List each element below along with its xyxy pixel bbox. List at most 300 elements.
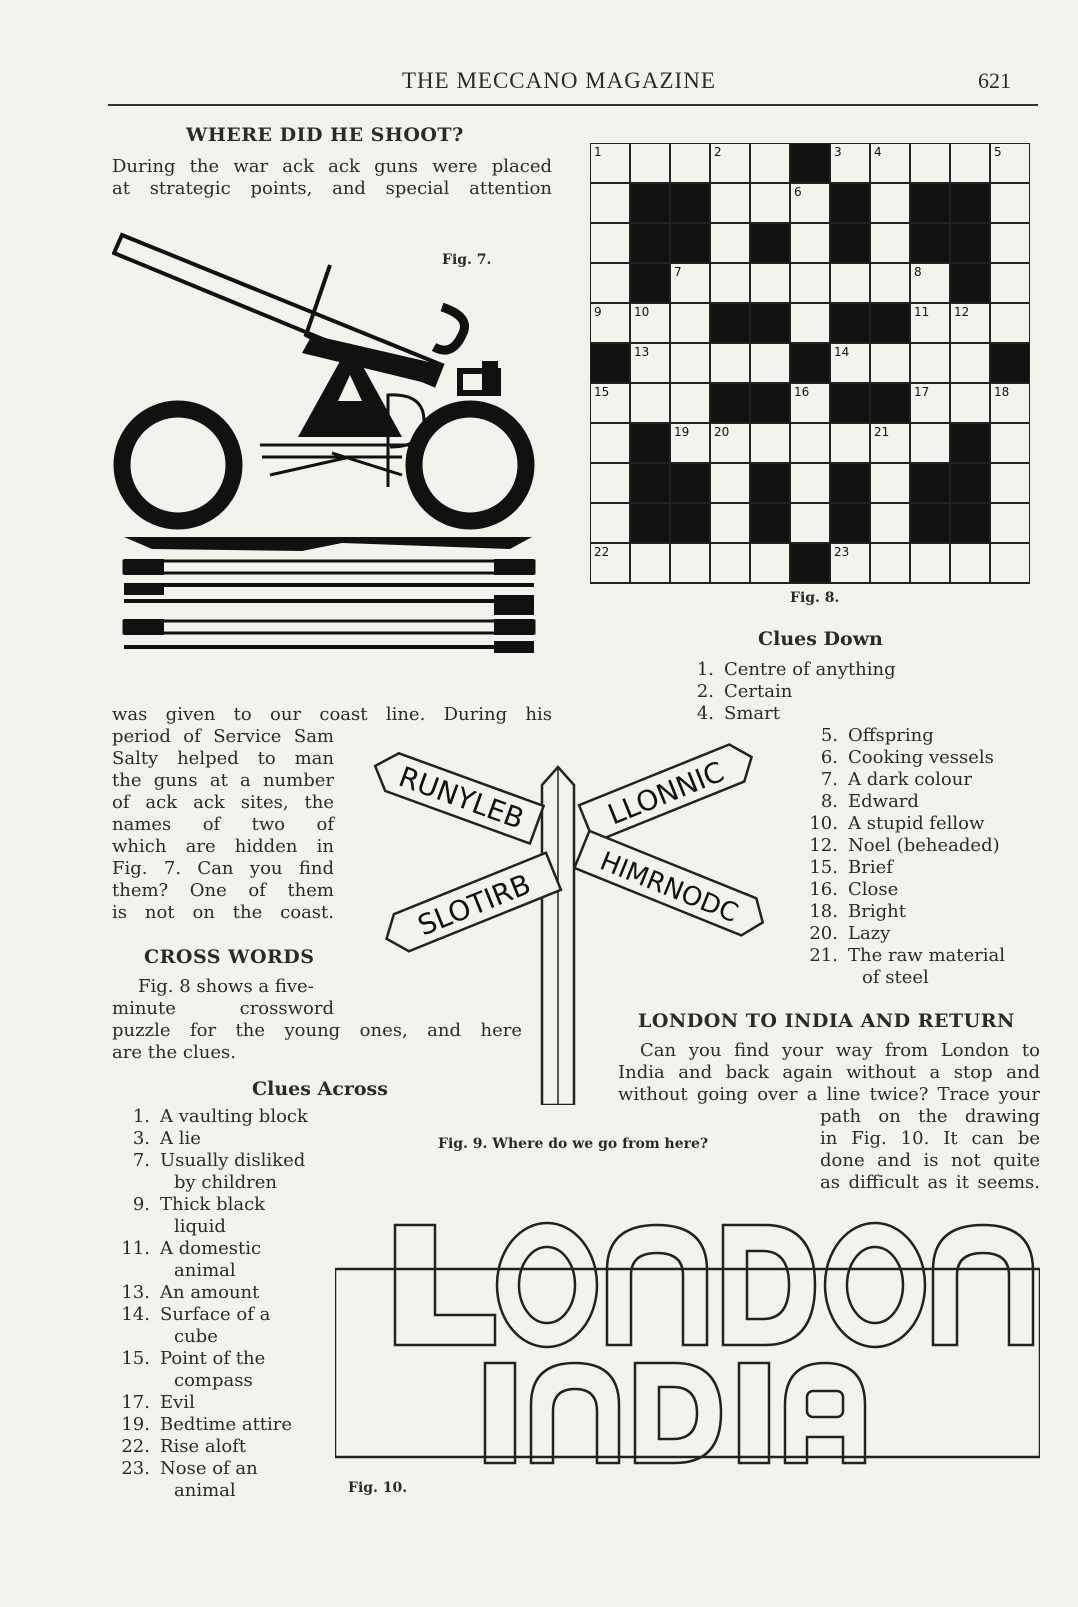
crossword-cell <box>670 143 710 183</box>
crossword-cell <box>710 263 750 303</box>
header-rule <box>108 104 1038 106</box>
clue-text: Centre of anything <box>724 659 896 680</box>
sign-slotirb <box>379 853 561 958</box>
crossword-cell <box>710 463 750 503</box>
sign-llonnic-text: LLONNIC <box>603 755 729 832</box>
crossword-cell <box>710 183 750 223</box>
clue-item <box>112 1150 308 1172</box>
crossword-black-cell <box>910 223 950 263</box>
crossword-black-cell <box>670 463 710 503</box>
gun-rail-2-end2 <box>494 559 534 575</box>
maze-letter-a-outer <box>785 1363 865 1463</box>
crossword-number: 9 <box>594 305 602 319</box>
crossword-number: 3 <box>834 145 842 159</box>
clue-text: Bright <box>848 901 906 922</box>
shoot-body-line: which are hidden in <box>112 836 334 857</box>
crossword-number: 7 <box>674 265 682 279</box>
clue-text: animal <box>174 1260 236 1281</box>
clue-number <box>112 1172 150 1194</box>
gun-k-arm <box>270 457 350 475</box>
clue-text: A lie <box>160 1128 201 1149</box>
crossword-number: 10 <box>634 305 650 319</box>
clue-item <box>800 945 1005 967</box>
clue-item <box>800 879 1005 901</box>
crossword-cell <box>710 543 750 583</box>
clue-number: 1. <box>132 1106 150 1127</box>
gun-sight-post <box>482 361 498 393</box>
crossword-cell <box>790 223 830 263</box>
clue-item <box>112 1194 308 1216</box>
crossword-cell <box>630 543 670 583</box>
london-india-heading: LONDON TO INDIA AND RETURN <box>638 1010 1015 1032</box>
clue-text: Rise aloft <box>160 1436 247 1457</box>
clues-across-list <box>112 1106 308 1502</box>
gun-rail-1 <box>124 537 532 551</box>
crossword-cell <box>790 423 830 463</box>
clue-item <box>800 967 1005 989</box>
fig10-caption: Fig. 10. <box>348 1480 408 1496</box>
maze-letter-o2-inner <box>847 1247 903 1323</box>
clue-text: The raw material <box>848 945 1005 966</box>
clue-number <box>112 1480 150 1502</box>
clue-number: 20. <box>809 923 838 944</box>
gun-rail-5-end2 <box>494 619 534 635</box>
page-number: 621 <box>978 68 1011 93</box>
clue-item <box>112 1370 308 1392</box>
crossword-black-cell <box>790 143 830 183</box>
crossword-black-cell <box>830 183 870 223</box>
crossword-cell <box>590 263 630 303</box>
clue-number <box>112 1370 150 1392</box>
sign-runyleb-text: RUNYLEB <box>394 760 529 836</box>
crossword-number: 13 <box>634 345 650 359</box>
crossword-black-cell <box>950 423 990 463</box>
crossword-black-cell <box>950 503 990 543</box>
crossword-black-cell <box>950 223 990 263</box>
crossword-cell <box>870 263 910 303</box>
crossword-cell <box>710 503 750 543</box>
crossword-number: 14 <box>834 345 850 359</box>
fig7-caption: Fig. 7. <box>442 252 492 268</box>
clue-number <box>112 1326 150 1348</box>
shoot-intro-line: at strategic points, and special attention <box>112 178 552 199</box>
crossword-black-cell <box>990 343 1030 383</box>
crossword-black-cell <box>670 223 710 263</box>
crossword-number: 16 <box>794 385 810 399</box>
maze-letter-n1 <box>607 1225 707 1345</box>
clue-number: 5. <box>820 725 838 746</box>
crossword-cell <box>590 423 630 463</box>
crossword-cell <box>830 263 870 303</box>
crossword-black-cell <box>710 383 750 423</box>
clue-number: 19. <box>121 1414 150 1435</box>
clue-number: 10. <box>809 813 838 834</box>
clue-number: 22. <box>121 1436 150 1457</box>
clue-number: 23. <box>121 1458 150 1479</box>
clue-text: Edward <box>848 791 919 812</box>
clue-number: 12. <box>809 835 838 856</box>
shoot-body-line: Salty helped to man <box>112 748 334 769</box>
shoot-intro <box>112 156 552 200</box>
clue-number <box>112 1260 150 1282</box>
cross-words-line: are the clues. <box>112 1042 236 1063</box>
crossword-cell <box>870 223 910 263</box>
gun-rail-6-end <box>494 641 534 653</box>
crossword-cell <box>990 543 1030 583</box>
clue-text: by children <box>174 1172 277 1193</box>
shoot-body-line: of ack ack sites, the <box>112 792 334 813</box>
crossword-cell <box>630 383 670 423</box>
crossword-cell <box>790 303 830 343</box>
clue-text: A vaulting block <box>160 1106 308 1127</box>
shoot-body-line: names of two of <box>112 814 334 835</box>
crossword-number: 1 <box>594 145 602 159</box>
shoot-heading: WHERE DID HE SHOOT? <box>186 124 464 146</box>
clue-item <box>800 857 1005 879</box>
clue-number <box>112 1216 150 1238</box>
fig9-caption: Fig. 9. Where do we go from here? <box>438 1136 709 1152</box>
crossword-black-cell <box>790 343 830 383</box>
crossword-cell <box>990 223 1030 263</box>
crossword-black-cell <box>830 223 870 263</box>
crossword-cell <box>750 183 790 223</box>
crossword-cell <box>750 543 790 583</box>
crossword-black-cell <box>830 383 870 423</box>
crossword-cell <box>990 503 1030 543</box>
clue-item <box>112 1260 308 1282</box>
shoot-body <box>112 726 334 924</box>
clue-text: Smart <box>724 703 780 724</box>
london-india-line: Can you find your way from London to <box>640 1040 1040 1061</box>
maze-letter-d2-outer <box>635 1363 721 1463</box>
clue-item <box>112 1348 308 1370</box>
magazine-title: THE MECCANO MAGAZINE <box>402 68 716 93</box>
crossword-cell <box>990 423 1030 463</box>
clue-text: Brief <box>848 857 893 878</box>
crossword-cell <box>670 303 710 343</box>
crossword-cell <box>750 343 790 383</box>
clue-text: Surface of a <box>160 1304 271 1325</box>
clue-number: 15. <box>809 857 838 878</box>
crossword-grid <box>590 143 1030 587</box>
clue-text: Noel (beheaded) <box>848 835 1000 856</box>
maze-letter-i2 <box>739 1363 769 1463</box>
clue-item <box>112 1392 308 1414</box>
clue-text: A dark colour <box>848 769 972 790</box>
clue-number: 8. <box>820 791 838 812</box>
london-india-body-narrow <box>820 1106 1040 1194</box>
gun-wheel-right <box>414 409 526 521</box>
crossword-black-cell <box>870 303 910 343</box>
crossword-cell <box>870 183 910 223</box>
crossword-cell <box>590 223 630 263</box>
clue-item <box>112 1480 308 1502</box>
london-india-line: done and is not quite <box>820 1150 1040 1171</box>
crossword-cell <box>870 543 910 583</box>
clue-item <box>676 681 1005 703</box>
clue-text: animal <box>174 1480 236 1501</box>
crossword-number: 2 <box>714 145 722 159</box>
crossword-cell <box>790 263 830 303</box>
shoot-body-line: the guns at a number <box>112 770 334 791</box>
gun-wheel-left <box>122 409 234 521</box>
cross-words-line: minute crossword <box>112 998 334 1019</box>
clue-number <box>800 967 838 989</box>
clue-text: Usually disliked <box>160 1150 306 1171</box>
cross-words-body <box>112 976 334 1020</box>
crossword-black-cell <box>670 503 710 543</box>
clue-text: of steel <box>862 967 929 988</box>
clue-number: 7. <box>820 769 838 790</box>
crossword-black-cell <box>750 463 790 503</box>
crossword-cell <box>950 543 990 583</box>
shoot-intro-line: During the war ack ack guns were placed <box>112 156 552 177</box>
crossword-cell <box>750 143 790 183</box>
clue-number: 14. <box>121 1304 150 1325</box>
maze-letter-n3 <box>531 1363 619 1463</box>
clue-text: Nose of an <box>160 1458 258 1479</box>
cross-words-body-wide <box>112 1020 522 1064</box>
clue-item <box>800 725 1005 747</box>
crossword-cell <box>830 423 870 463</box>
crossword-cell <box>990 263 1030 303</box>
crossword-cell <box>710 343 750 383</box>
clue-number: 9. <box>132 1194 150 1215</box>
clue-item <box>800 769 1005 791</box>
crossword-number: 5 <box>994 145 1002 159</box>
clue-item <box>676 703 1005 725</box>
maze-letter-o2-outer <box>825 1223 925 1347</box>
crossword-cell <box>790 503 830 543</box>
crossword-cell <box>990 303 1030 343</box>
gun-rail-2-end <box>124 559 164 575</box>
crossword-cell <box>950 143 990 183</box>
gun-rail-2 <box>124 561 534 573</box>
clues-down-heading: Clues Down <box>758 628 883 650</box>
crossword-black-cell <box>830 463 870 503</box>
crossword-black-cell <box>870 383 910 423</box>
crossword-number: 21 <box>874 425 890 439</box>
crossword-number: 18 <box>994 385 1010 399</box>
clue-text: compass <box>174 1370 253 1391</box>
crossword-black-cell <box>590 343 630 383</box>
cross-words-line: puzzle for the young ones, and here <box>112 1020 522 1041</box>
crossword-number: 17 <box>914 385 930 399</box>
clue-item <box>800 901 1005 923</box>
crossword-cell <box>670 543 710 583</box>
crossword-cell <box>590 463 630 503</box>
crossword-cell <box>670 383 710 423</box>
clue-text: Lazy <box>848 923 891 944</box>
sign-slotirb-text: SLOTIRB <box>413 867 536 943</box>
maze-letter-o1-outer <box>497 1223 597 1347</box>
clue-item <box>112 1172 308 1194</box>
clue-text: Close <box>848 879 899 900</box>
shoot-body-line: is not on the coast. <box>112 902 334 923</box>
clue-item <box>112 1436 308 1458</box>
crossword-black-cell <box>710 303 750 343</box>
clues-across-heading: Clues Across <box>252 1078 388 1100</box>
clue-text: Evil <box>160 1392 195 1413</box>
fig8-caption: Fig. 8. <box>790 590 840 606</box>
maze-letter-d1-inner <box>747 1251 789 1319</box>
crossword-number: 12 <box>954 305 970 319</box>
maze-letter-l <box>395 1225 495 1345</box>
gun-rail-5 <box>124 621 534 633</box>
clue-text: Cooking vessels <box>848 747 994 768</box>
clue-number: 6. <box>820 747 838 768</box>
clue-number: 7. <box>132 1150 150 1171</box>
crossword-cell <box>790 463 830 503</box>
crossword-black-cell <box>630 423 670 463</box>
crossword-black-cell <box>750 223 790 263</box>
crossword-black-cell <box>750 383 790 423</box>
sign-himrnodc-text: HIMRNODC <box>595 846 743 930</box>
maze-letter-d1-outer <box>723 1225 815 1345</box>
crossword-black-cell <box>790 543 830 583</box>
clue-number: 17. <box>121 1392 150 1413</box>
crossword-cell <box>950 343 990 383</box>
crossword-number: 23 <box>834 545 850 559</box>
clue-item <box>112 1106 308 1128</box>
clue-text: Bedtime attire <box>160 1414 293 1435</box>
gun-rail-4-end <box>494 595 534 615</box>
crossword-black-cell <box>950 463 990 503</box>
clue-number: 21. <box>809 945 838 966</box>
crossword-cell <box>870 463 910 503</box>
crossword-black-cell <box>910 463 950 503</box>
shoot-body-line: period of Service Sam <box>112 726 334 747</box>
crossword-cell <box>670 343 710 383</box>
clue-number: 16. <box>809 879 838 900</box>
crossword-black-cell <box>630 263 670 303</box>
london-india-line: in Fig. 10. It can be <box>820 1128 1040 1149</box>
clue-number: 4. <box>696 703 714 724</box>
london-india-line: India and back again without a stop and <box>618 1062 1040 1083</box>
clue-number: 3. <box>132 1128 150 1149</box>
clue-item <box>112 1216 308 1238</box>
gun-rail-5-end <box>124 619 164 635</box>
shoot-body-wide: was given to our coast line. During his <box>112 704 552 725</box>
shoot-body-line: Fig. 7. Can you find <box>112 858 334 879</box>
clue-item <box>112 1414 308 1436</box>
crossword-number: 6 <box>794 185 802 199</box>
crossword-black-cell <box>630 223 670 263</box>
crossword-black-cell <box>950 183 990 223</box>
london-india-line: path on the drawing <box>820 1106 1040 1127</box>
clue-number: 13. <box>121 1282 150 1303</box>
crossword-cell <box>750 423 790 463</box>
clue-text: Offspring <box>848 725 934 746</box>
london-india-line: as difficult as it seems. <box>820 1172 1040 1193</box>
crossword-number: 20 <box>714 425 730 439</box>
maze-letter-i1 <box>485 1363 515 1463</box>
crossword-cell <box>910 543 950 583</box>
crossword-cell <box>710 223 750 263</box>
gun-hook <box>434 307 465 350</box>
crossword-number: 8 <box>914 265 922 279</box>
sign-llonnic <box>579 738 759 842</box>
sign-himrnodc <box>574 831 770 941</box>
london-india-line: without going over a line twice? Trace your <box>618 1084 1040 1105</box>
maze-letter-n2 <box>933 1225 1033 1345</box>
crossword-black-cell <box>670 183 710 223</box>
crossword-cell <box>750 263 790 303</box>
crossword-black-cell <box>750 303 790 343</box>
gun-rail-3-end <box>124 583 164 595</box>
crossword-cell <box>590 183 630 223</box>
clue-text: cube <box>174 1326 218 1347</box>
crossword-black-cell <box>950 263 990 303</box>
shoot-body-line: them? One of them <box>112 880 334 901</box>
crossword-black-cell <box>830 503 870 543</box>
fig7-gun-drawing <box>112 225 552 675</box>
maze-letter-o1-inner <box>519 1247 575 1323</box>
clue-text: Thick black <box>160 1194 266 1215</box>
fig10-london-india-drawing <box>335 1215 1040 1515</box>
crossword-black-cell <box>630 503 670 543</box>
maze-letter-a-inner <box>807 1391 843 1417</box>
clue-text: An amount <box>160 1282 260 1303</box>
cross-words-line: Fig. 8 shows a five- <box>138 976 314 997</box>
clue-item <box>112 1304 308 1326</box>
clue-item <box>800 923 1005 945</box>
crossword-number: 11 <box>914 305 930 319</box>
clue-number: 18. <box>809 901 838 922</box>
clue-item <box>112 1128 308 1150</box>
clue-item <box>800 791 1005 813</box>
clue-text: Certain <box>724 681 793 702</box>
crossword-cell <box>910 343 950 383</box>
crossword-black-cell <box>630 463 670 503</box>
clue-number: 2. <box>696 681 714 702</box>
london-india-body <box>618 1040 1040 1106</box>
crossword-cell <box>870 343 910 383</box>
maze-letter-d2-inner <box>659 1387 697 1439</box>
crossword-number: 4 <box>874 145 882 159</box>
sign-runyleb <box>370 747 544 843</box>
cross-words-heading: CROSS WORDS <box>144 946 315 968</box>
crossword-number: 19 <box>674 425 690 439</box>
crossword-black-cell <box>830 303 870 343</box>
crossword-cell <box>630 143 670 183</box>
clue-item <box>112 1326 308 1348</box>
crossword-cell <box>990 183 1030 223</box>
clue-text: liquid <box>174 1216 226 1237</box>
clue-number: 1. <box>696 659 714 680</box>
gun-rail-6 <box>124 645 534 649</box>
crossword-black-cell <box>750 503 790 543</box>
gun-rail-4 <box>124 599 534 603</box>
crossword-cell <box>870 503 910 543</box>
crossword-cell <box>950 383 990 423</box>
crossword-black-cell <box>630 183 670 223</box>
crossword-cell <box>910 143 950 183</box>
crossword-cell <box>590 503 630 543</box>
crossword-black-cell <box>910 503 950 543</box>
clue-text: Point of the <box>160 1348 266 1369</box>
gun-rail-3 <box>124 583 534 587</box>
crossword-black-cell <box>910 183 950 223</box>
crossword-number: 15 <box>594 385 610 399</box>
clue-item <box>112 1238 308 1260</box>
clue-number: 11. <box>121 1238 150 1259</box>
clue-item <box>676 659 1005 681</box>
clue-number: 15. <box>121 1348 150 1369</box>
clue-item <box>800 835 1005 857</box>
clue-item <box>800 813 1005 835</box>
crossword-number: 22 <box>594 545 610 559</box>
